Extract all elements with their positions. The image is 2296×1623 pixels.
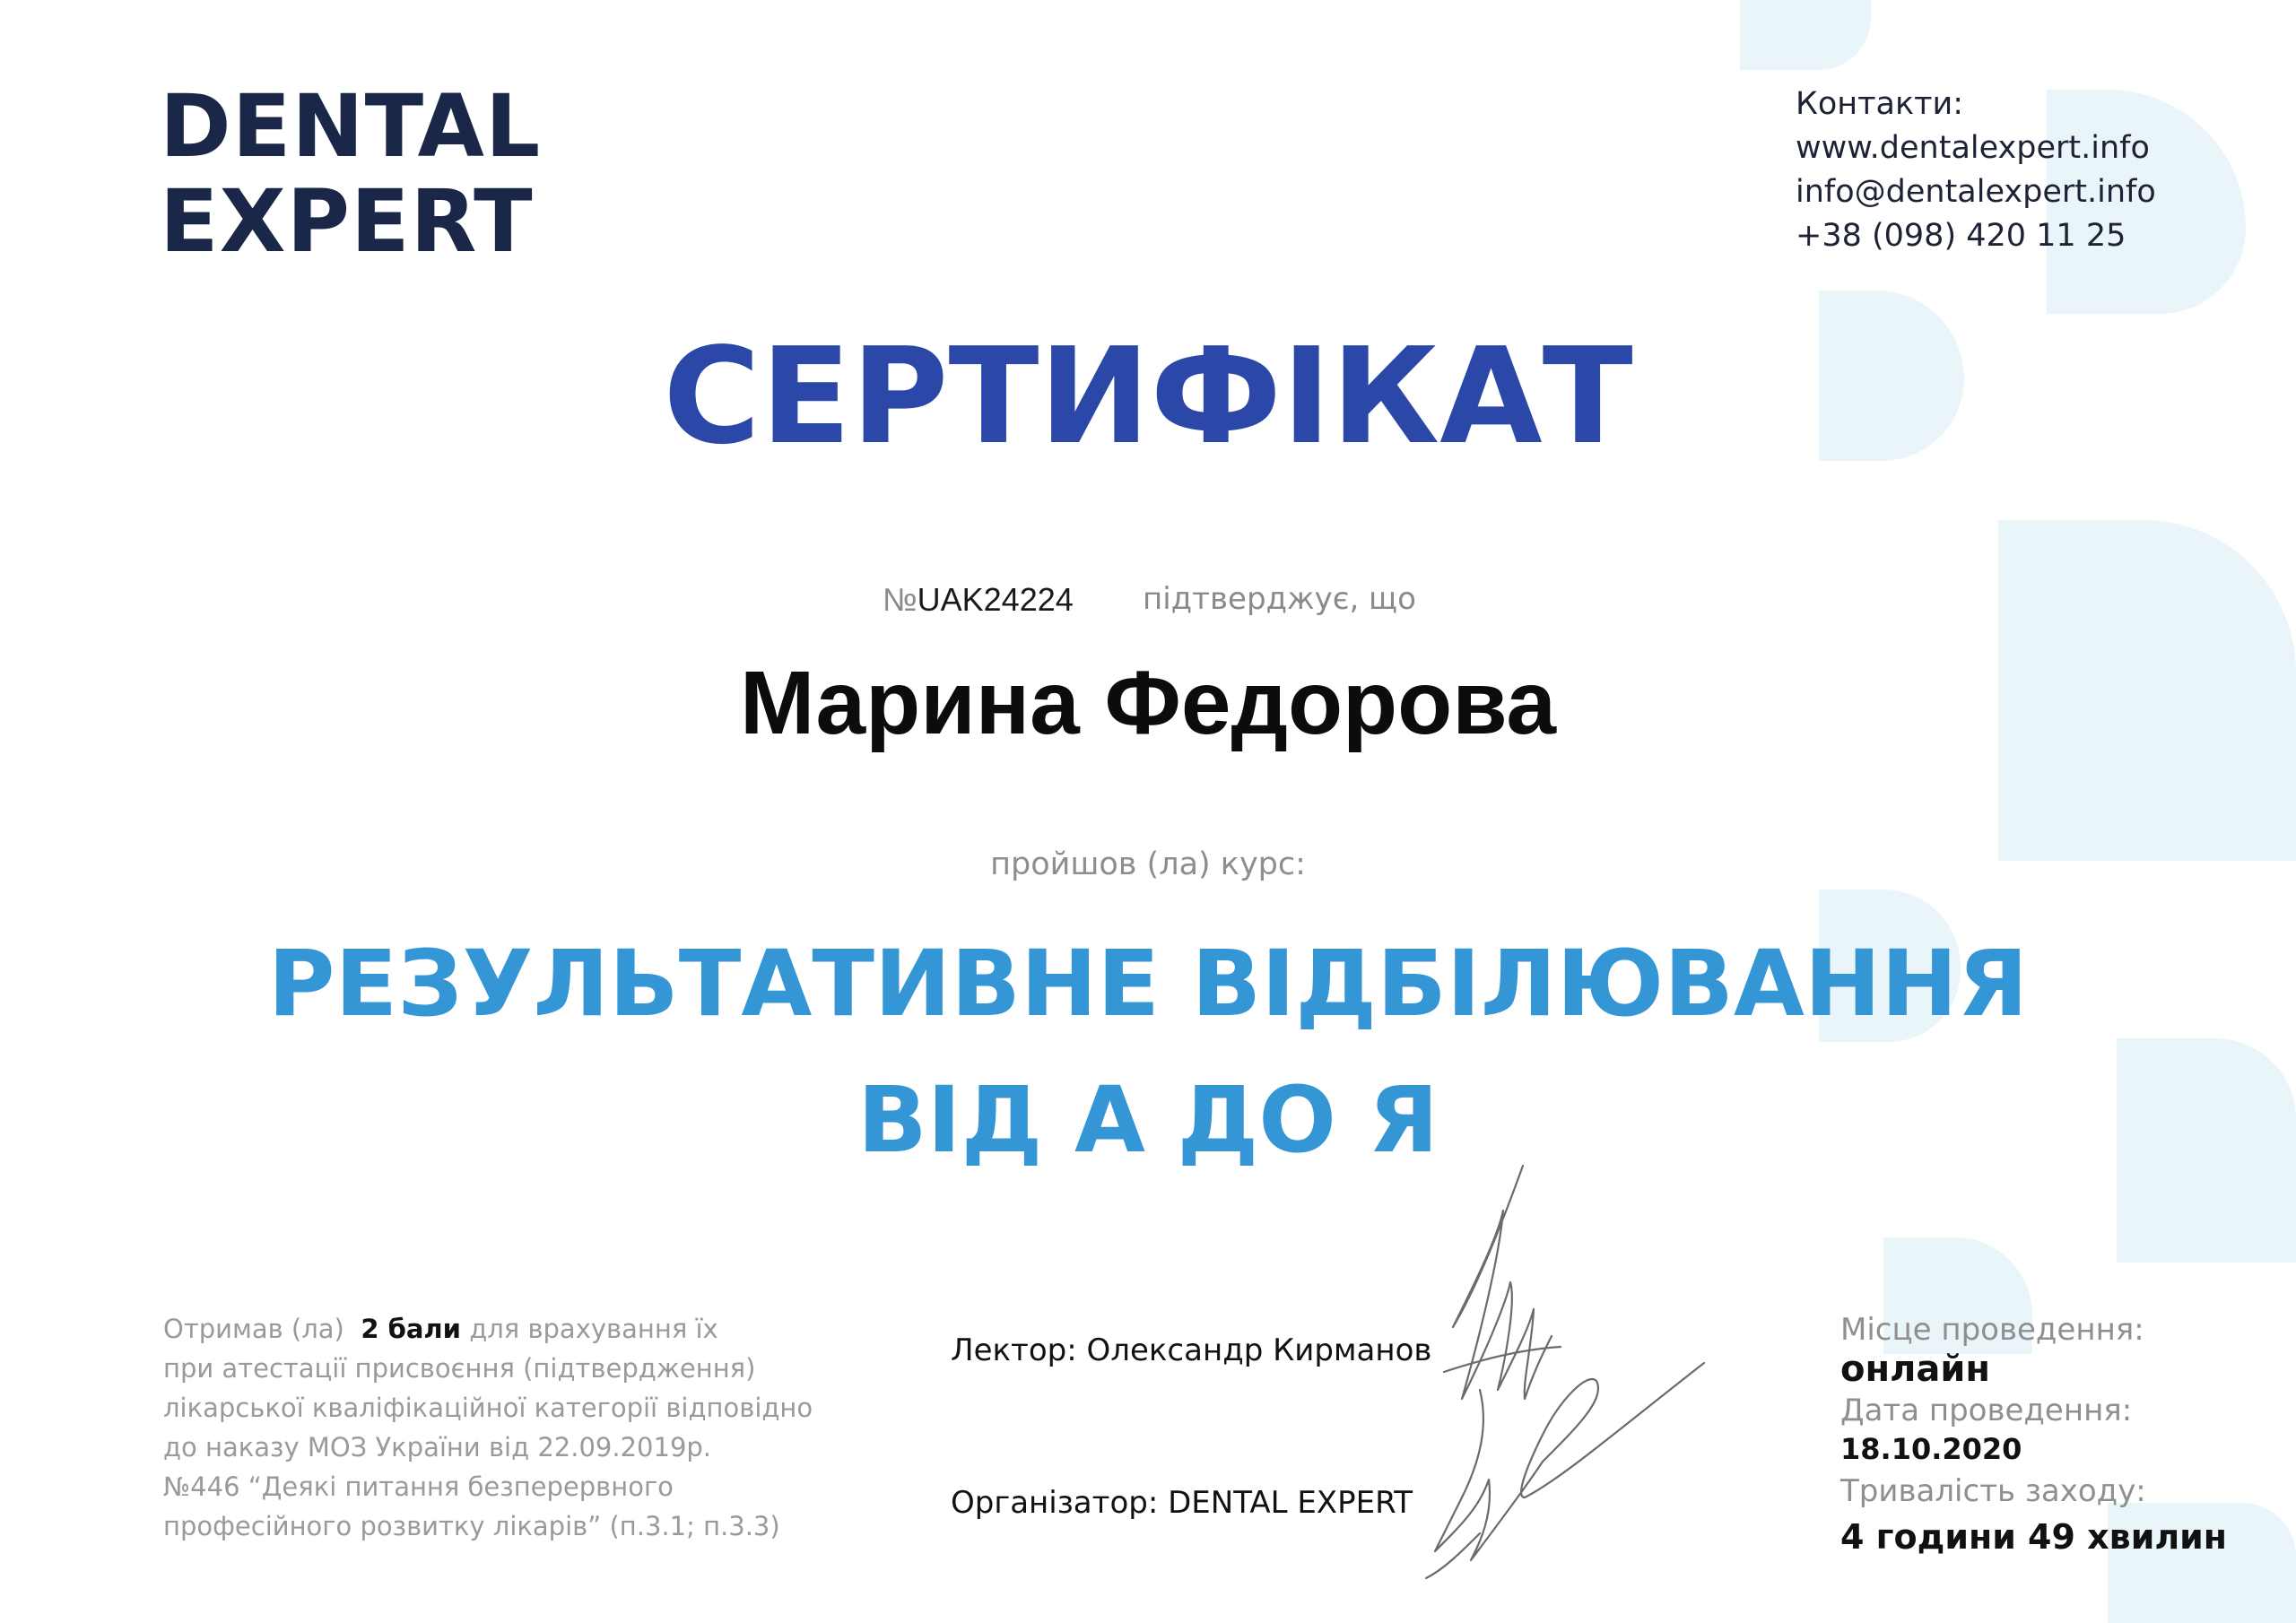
points-line-6: професійного розвитку лікарів” (п.3.1; п.3.3) [163,1511,780,1541]
website-link[interactable]: www.dentalexpert.info [1796,130,2150,166]
number-value: UAK24224 [917,581,1074,618]
duration-label: Тривалість заходу: [1840,1473,2146,1509]
duration-value: 4 години 49 хвилин [1840,1517,2228,1557]
lecturer-name: Олександр Кирманов [1086,1332,1432,1368]
email-link[interactable]: info@dentalexpert.info [1796,174,2156,210]
points-line-3: лікарської кваліфікаційної категорії відповідно [163,1393,813,1423]
lecturer-label: Лектор: [951,1332,1077,1368]
certificate-number [883,581,1074,619]
event-details [1840,1311,2227,1564]
place-label: Місце проведення: [1840,1312,2144,1348]
points-line-5: №446 “Деякі питання безперервного [163,1471,674,1502]
dental-expert-logo [160,76,542,272]
points-line-2: при атестації присвоєння (підтвердження) [163,1353,756,1384]
date-value: 18.10.2020 [1840,1432,2022,1466]
points-prefix: Отримав (ла) [163,1314,344,1344]
points-line-4: до наказу МОЗ України від 22.09.2019р. [163,1432,712,1462]
points-line-1 [163,1309,813,1349]
organizer-label: Організатор: [951,1485,1159,1521]
place-value: онлайн [1840,1349,1991,1390]
contacts-label: Контакти: [1796,86,1964,122]
logo-line-1: DENTAL [160,76,542,177]
date-label: Дата проведення: [1840,1393,2133,1428]
course-title-line-1: РЕЗУЛЬТАТИВНЕ ВІДБІЛЮВАННЯ [267,931,2029,1037]
points-statement [163,1309,813,1546]
course-title [0,916,2296,1189]
logo-line-2: EXPERT [160,171,534,272]
points-suffix: для врахування їх [469,1314,718,1344]
confirms-text: підтверджує, що [1143,581,1416,617]
course-title-line-2: ВІД А ДО Я [857,1067,1439,1174]
passed-course-label: пройшов (ла) курс: [990,846,1306,882]
certificate-title: СЕРТИФІКАТ [663,319,1633,473]
recipient-name: Марина Федорова [740,653,1556,753]
phone-number: +38 (098) 420 11 25 [1796,218,2126,254]
lecturer-line [951,1332,1431,1368]
organizer-line [951,1485,1413,1521]
contacts-block [1796,82,2156,258]
organizer-name: DENTAL EXPERT [1168,1485,1413,1521]
points-value: 2 бали [361,1314,461,1344]
number-prefix: № [883,581,918,618]
signature-image [1417,1157,1713,1587]
